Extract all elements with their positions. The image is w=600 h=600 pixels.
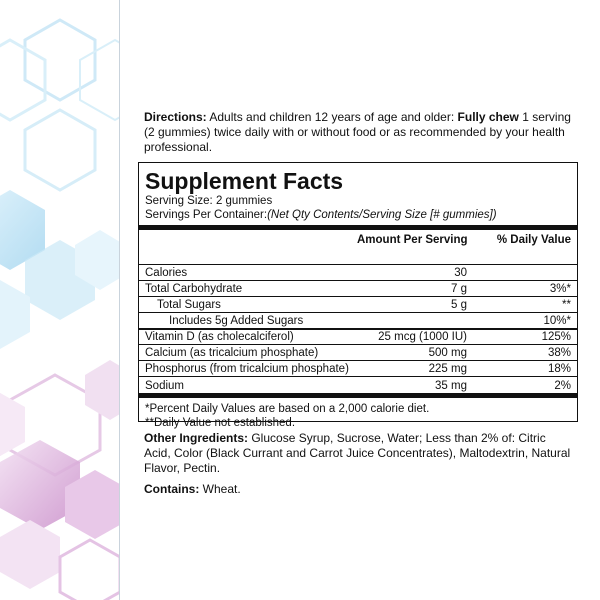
supplement-facts-panel bbox=[138, 162, 578, 429]
directions-text bbox=[144, 110, 574, 155]
other-ingredients-label: Other Ingredients: bbox=[144, 431, 249, 445]
row-name: Vitamin D (as cholecalciferol) bbox=[145, 331, 294, 343]
directions-label: Directions: bbox=[144, 110, 207, 124]
row-dv: 3%* bbox=[549, 283, 571, 295]
serving-size: Serving Size: 2 gummies bbox=[145, 195, 273, 207]
row-amount: 30 bbox=[454, 267, 467, 279]
row-amount: 35 mg bbox=[435, 380, 467, 392]
row-dv: 18% bbox=[547, 363, 571, 375]
row-amount: 7 g bbox=[451, 283, 467, 295]
table-row bbox=[139, 265, 577, 281]
servings-per-container bbox=[139, 208, 577, 222]
contains-statement bbox=[144, 482, 574, 497]
hexagon-background-decoration bbox=[0, 0, 120, 600]
table-row bbox=[139, 313, 577, 329]
row-dv: 10%* bbox=[543, 315, 571, 327]
row-name: Total Carbohydrate bbox=[145, 283, 243, 295]
row-name: Total Sugars bbox=[157, 299, 221, 311]
row-amount: 500 mg bbox=[428, 347, 467, 359]
contains-label: Contains: bbox=[144, 482, 200, 496]
header-amount: Amount Per Serving bbox=[357, 234, 468, 246]
other-ingredients-text: Glucose Syrup, Sucrose, Water; Less than 2% of: Citric Acid, Color (Black Currant and Carrot Juice Concentrates), Maltodextrin, Natural Flavor, Pectin. bbox=[144, 431, 571, 475]
row-name: Phosphorus (from tricalcium phosphate) bbox=[145, 363, 349, 375]
servings-per-container-value: (Net Qty Contents/Serving Size [# gummies]) bbox=[267, 209, 497, 221]
footnotes bbox=[139, 398, 577, 430]
row-amount: 25 mcg (1000 IU) bbox=[378, 331, 467, 343]
table-row bbox=[139, 329, 577, 345]
row-dv: 38% bbox=[547, 347, 571, 359]
row-dv: 2% bbox=[554, 380, 571, 392]
row-name: Includes 5g Added Sugars bbox=[169, 315, 304, 327]
table-row bbox=[139, 297, 577, 313]
footnote-not-established: **Daily Value not established. bbox=[145, 417, 296, 429]
directions-text-2: 1 serving (2 gummies) twice daily with or without food or as recommended by your health professional. bbox=[144, 110, 571, 154]
servings-per-container-label: Servings Per Container: bbox=[145, 209, 268, 221]
divider-line bbox=[119, 0, 120, 600]
directions-bold: Fully chew bbox=[457, 110, 519, 124]
footnote-percent-dv: *Percent Daily Values are based on a 2,000 calorie diet. bbox=[145, 403, 430, 415]
table-header bbox=[139, 230, 577, 265]
row-dv: 125% bbox=[541, 331, 571, 343]
row-amount: 5 g bbox=[451, 299, 467, 311]
contains-text: Wheat. bbox=[199, 482, 241, 496]
other-ingredients bbox=[144, 431, 574, 476]
row-name: Calcium (as tricalcium phosphate) bbox=[145, 347, 319, 359]
facts-title: Supplement Facts bbox=[145, 168, 344, 194]
table-row bbox=[139, 377, 577, 393]
table-row bbox=[139, 361, 577, 377]
table-row bbox=[139, 281, 577, 297]
row-amount: 225 mg bbox=[428, 363, 467, 375]
table-row bbox=[139, 345, 577, 361]
row-name: Calories bbox=[145, 267, 188, 279]
row-name: Sodium bbox=[145, 380, 184, 392]
directions-text-1: Adults and children 12 years of age and older: bbox=[206, 110, 458, 124]
row-dv: ** bbox=[562, 299, 571, 311]
header-daily-value: % Daily Value bbox=[496, 234, 571, 246]
